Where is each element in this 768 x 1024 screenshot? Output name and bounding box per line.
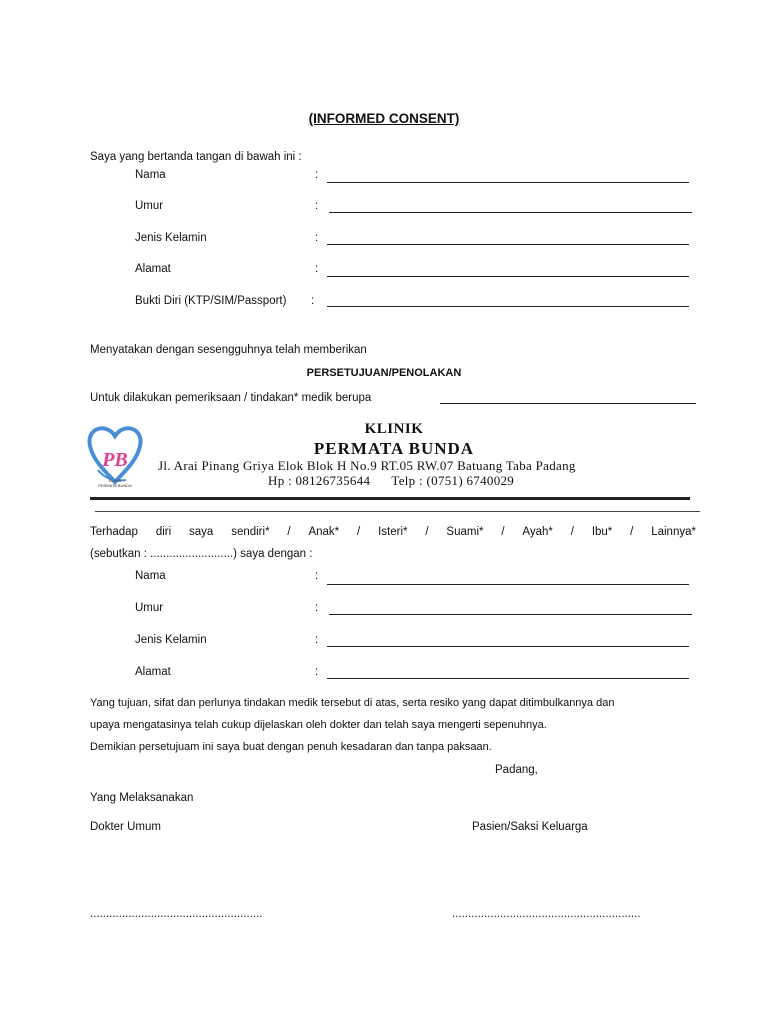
explanation-line-3: Demikian persetujuam ini saya buat dengan penuh kesadaran dan tanpa paksaan. (90, 741, 492, 753)
field-label-jenis-kelamin: Jenis Kelamin (135, 634, 207, 646)
relation-separator: / (425, 526, 429, 538)
field-colon: : (315, 200, 319, 212)
field-line-jenis-kelamin-2[interactable] (327, 646, 689, 647)
field-line-nama[interactable] (327, 182, 689, 183)
field-label-alamat: Alamat (135, 666, 171, 678)
logo-letters: PB (102, 449, 128, 471)
doctor-role: Dokter Umum (90, 821, 161, 833)
field-line-alamat-2[interactable] (327, 678, 689, 679)
clinic-subname: PERMATA BUNDA (313, 439, 475, 458)
relation-option-lainnya[interactable]: Lainnya* (651, 526, 696, 538)
patient-role: Pasien/Saksi Keluarga (472, 821, 588, 833)
field-line-nama-2[interactable] (327, 584, 689, 585)
consent-heading: PERSETUJUAN/PENOLAKAN (306, 367, 462, 379)
field-line-alamat[interactable] (327, 276, 689, 277)
clinic-address: Jl. Arai Pinang Griya Elok Blok H No.9 RT.05 RW.07 Batuang Taba Padang (158, 458, 576, 473)
field-colon: : (315, 263, 319, 275)
relation-specify: (sebutkan : ..........................) saya dengan : (90, 548, 313, 560)
relation-option-suami[interactable]: Suami* (446, 526, 484, 538)
field-colon: : (315, 169, 319, 181)
relation-line (90, 526, 696, 538)
statement-text: Menyatakan dengan sesengguhnya telah memberikan (90, 344, 367, 356)
field-label-alamat: Alamat (135, 263, 171, 275)
field-label-nama: Nama (135, 570, 166, 582)
letterhead-divider-thick (90, 497, 690, 500)
relation-option-anak[interactable]: Anak* (308, 526, 340, 538)
field-line-bukti-diri[interactable] (327, 306, 689, 307)
relation-word: Terhadap (90, 526, 138, 538)
relation-separator: / (630, 526, 634, 538)
logo-caption-2: PERMATA BUNDA (98, 483, 132, 488)
relation-separator: / (287, 526, 291, 538)
relation-separator: / (357, 526, 361, 538)
performer-heading: Yang Melaksanakan (90, 792, 194, 804)
field-colon: : (315, 570, 319, 582)
field-line-umur[interactable] (329, 212, 692, 213)
relation-separator: / (570, 526, 574, 538)
relation-option-isteri[interactable]: Isteri* (378, 526, 408, 538)
field-colon: : (311, 295, 315, 307)
field-label-umur: Umur (135, 602, 164, 614)
place-date: Padang, (495, 764, 538, 776)
field-line-jenis-kelamin[interactable] (327, 244, 689, 245)
field-colon: : (315, 602, 319, 614)
field-label-bukti-diri: Bukti Diri (KTP/SIM/Passport) (135, 295, 287, 307)
field-colon: : (315, 634, 319, 646)
explanation-line-2: upaya mengatasinya telah cukup dijelaskan oleh dokter dan telah saya mengerti sepenuhnya. (90, 719, 547, 731)
logo-caption-1: KLINIK (108, 478, 122, 483)
clinic-name: KLINIK (364, 421, 424, 437)
relation-word: saya (189, 526, 214, 538)
relation-word: diri (155, 526, 172, 538)
clinic-phone: Hp : 08126735644 Telp : (0751) 6740029 (268, 473, 515, 488)
field-colon: : (315, 232, 319, 244)
field-line-procedure[interactable] (440, 403, 696, 404)
document-title: (INFORMED CONSENT) (308, 111, 460, 126)
field-label-jenis-kelamin: Jenis Kelamin (135, 232, 207, 244)
relation-separator: / (501, 526, 505, 538)
field-label-umur: Umur (135, 200, 164, 212)
doctor-signature-line[interactable]: ...................................................... (90, 908, 263, 920)
field-line-umur-2[interactable] (329, 614, 692, 615)
patient-signature-line[interactable]: ........................................................... (452, 908, 641, 920)
explanation-line-1: Yang tujuan, sifat dan perlunya tindakan medik tersebut di atas, serta resiko yang dapat ditimbulkannya dan (90, 697, 615, 709)
field-colon: : (315, 666, 319, 678)
relation-option-ayah[interactable]: Ayah* (522, 526, 553, 538)
field-label-nama: Nama (135, 169, 166, 181)
procedure-text: Untuk dilakukan pemeriksaan / tindakan* medik berupa (90, 392, 372, 404)
relation-option-sendiri[interactable]: sendiri* (231, 526, 270, 538)
relation-option-ibu[interactable]: Ibu* (591, 526, 613, 538)
letterhead-divider-thin (95, 511, 700, 512)
intro-text: Saya yang bertanda tangan di bawah ini : (90, 151, 302, 163)
